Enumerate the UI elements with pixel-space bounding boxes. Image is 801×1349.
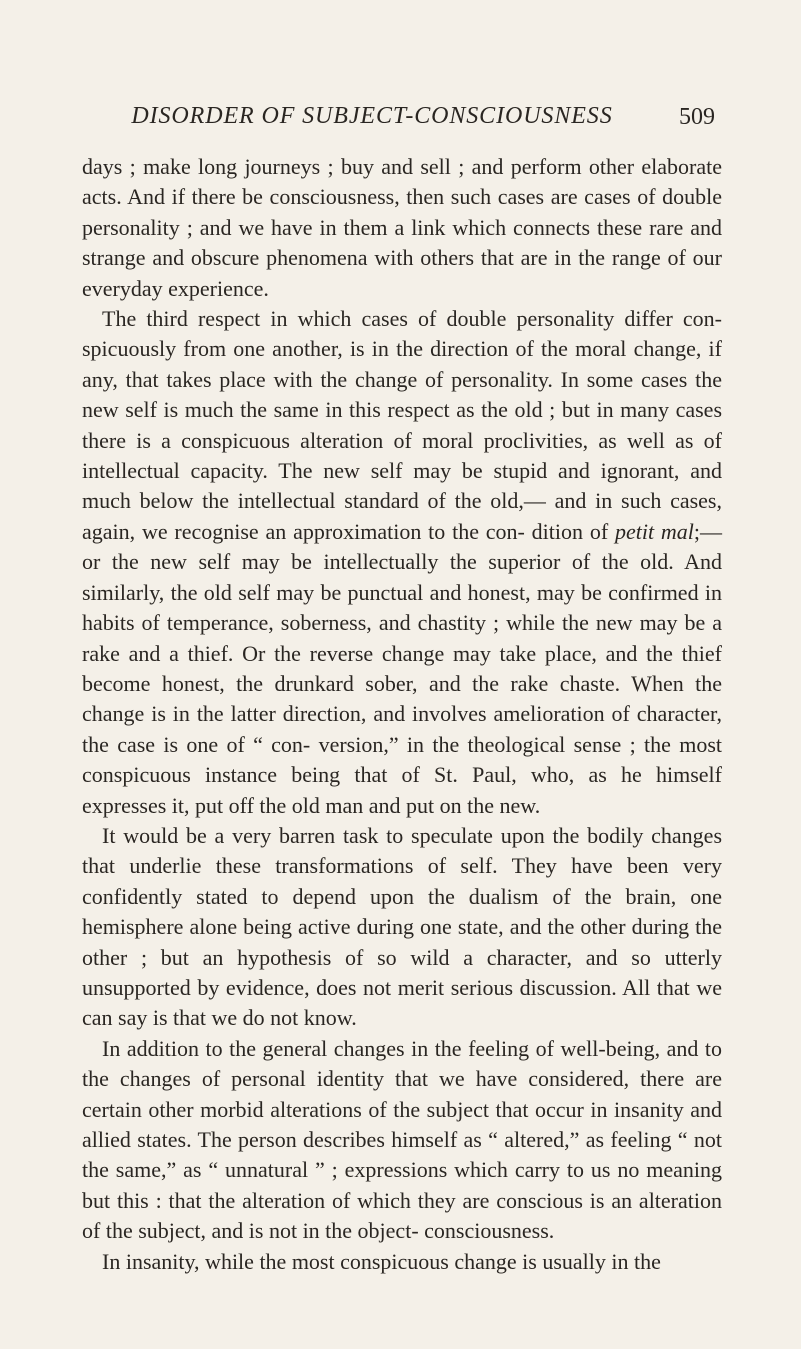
running-head: DISORDER OF SUBJECT-CONSCIOUSNESS bbox=[131, 103, 613, 129]
paragraph-2 bbox=[82, 304, 722, 821]
paragraph-1: days ; make long journeys ; buy and sell ; and perform other elaborate acts. And if there be consciousness, then such cases are cases of double personality ; and we have in them a link which connects these rare and strange and obscure phenomena with others that are in the range of our everyday experience. bbox=[82, 154, 722, 301]
page-number: 509 bbox=[679, 104, 715, 130]
paragraph-2-text-start: The third respect in which cases of double personality differ con- spicuously from one another, is in the direction of the moral change, if any, that takes place with the change of personality. In some cases the new self is much the same in this respect as the old ; but in many cases there is a conspicuous alteration of moral proclivities, as well as of intellectual capacity. The new self may be stupid and ignorant, and much below the intellectual standard of the old,— and in such cases, again, we recognise an approximation to the con- dition of bbox=[82, 306, 722, 544]
body-text bbox=[82, 152, 722, 1277]
italic-term: petit mal bbox=[614, 518, 694, 544]
paragraph-5: In insanity, while the most conspicuous change is usually in the bbox=[102, 1248, 661, 1274]
paragraph-4: In addition to the general changes in the feeling of well-being, and to the changes of personal identity that we have considered, there are certain other morbid alterations of the subject that occur in insanity and allied states. The person describes himself as “ altered,” as feeling “ not the same,” as “ unnatural ” ; expressions which carry to us no meaning but this : that the alteration of which they are conscious is an alteration of the subject, and is not in the object- consciousness. bbox=[82, 1035, 722, 1244]
paragraph-3: It would be a very barren task to speculate upon the bodily changes that underlie these transformations of self. They have been very confidently stated to depend upon the dualism of the brain, one hemisphere alone being active during one state, and the other during the other ; but an hypothesis of so wild a character, and so utterly unsupported by evidence, does not merit serious discussion. All that we can say is that we do not know. bbox=[82, 822, 722, 1031]
paragraph-2-text-end: ;—or the new self may be intellectually the superior of the old. And similarly, the old self may be punctual and honest, may be confirmed in habits of temperance, soberness, and chastity ; while the new may be a rake and a thief. Or the reverse change may take place, and the thief become honest, the drunkard sober, and the rake chaste. When the change is in the latter direction, and involves amelioration of character, the case is one of “ con- version,” in the theological sense ; the most conspicuous instance being that of St. Paul, who, as he himself expresses it, put off the old man and put on the new. bbox=[82, 518, 723, 818]
